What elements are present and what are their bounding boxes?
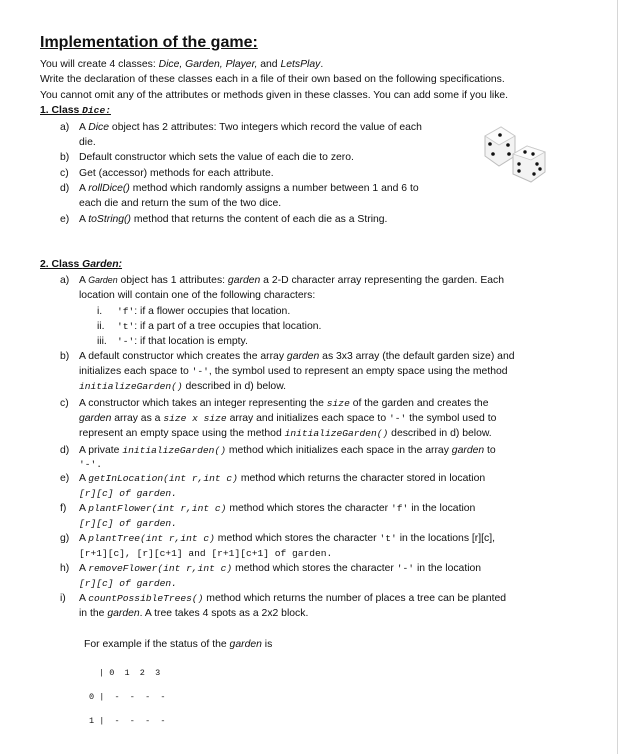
dice-item-d: A rollDice() method which randomly assigns a number between 1 and 6 to (79, 183, 419, 194)
dice-image (479, 124, 553, 184)
dice-item-c: Get (accessor) methods for each attribute. (79, 168, 274, 179)
garden-grid-header: | 0 1 2 3 (99, 668, 161, 678)
garden-item-i: A countPossibleTrees() method which returns the number of places a tree can be planted (79, 593, 507, 604)
garden-item-g: A plantTree(int r,int c) method which stores the character 't' in the locations [r][c], (79, 533, 495, 544)
garden-item-c-line3: represent an empty space using the method initializeGarden() described in d) below. (79, 428, 492, 439)
dice-item-a-cont: die. (79, 137, 96, 148)
dice-item-d-cont: each die and return the sum of the two dice. (79, 198, 282, 209)
dice-item-b: Default constructor which sets the value of each die to zero. (79, 152, 354, 163)
garden-item-d-cont: '-'. (79, 459, 103, 470)
garden-item-a-marker: a) (60, 275, 70, 286)
page-title: Implementation of the game: (40, 34, 258, 51)
garden-item-g-marker: g) (60, 533, 70, 544)
garden-roman-2: 't': if a part of a tree occupies that location. (117, 321, 322, 332)
dice-item-e: A toString() method that returns the content of each die as a String. (79, 214, 388, 225)
garden-item-f-line2: [r][c] of garden. (79, 518, 177, 529)
dice-section-heading: 1. Class Dice: (40, 105, 111, 116)
garden-item-i-line2: in the garden. A tree takes 4 spots as a 2x2 block. (79, 608, 309, 619)
garden-grid-row-1: 1 | - - - - (89, 716, 166, 726)
garden-item-f: A plantFlower(int r,int c) method which stores the character 'f' in the location (79, 503, 476, 514)
garden-item-a: A Garden object has 1 attributes: garden a 2-D character array representing the garden. Each (79, 275, 505, 286)
garden-item-c-marker: c) (60, 398, 69, 409)
garden-item-h-marker: h) (60, 563, 70, 574)
garden-item-b-marker: b) (60, 351, 70, 362)
dice-item-d-marker: d) (60, 183, 70, 194)
dice-item-c-marker: c) (60, 168, 69, 179)
example-text: For example if the status of the garden is (84, 639, 273, 650)
garden-item-c-line2: garden array as a size x size array and initializes each space to '-' the symbol used to (79, 413, 497, 424)
page-edge-divider (617, 0, 618, 754)
garden-grid-row-0: 0 | - - - - (89, 692, 166, 702)
die-right-icon (513, 146, 545, 182)
garden-item-b-line3: initializeGarden() described in d) below. (79, 381, 287, 392)
garden-item-e: A getInLocation(int r,int c) method which returns the character stored in location (79, 473, 486, 484)
garden-item-h: A removeFlower(int r,int c) method which stores the character '-' in the location (79, 563, 482, 574)
dice-item-a-marker: a) (60, 122, 70, 133)
garden-item-d: A private initializeGarden() method which initializes each space in the array garden to (79, 445, 496, 456)
garden-roman-3: '-': if that location is empty. (117, 336, 248, 347)
garden-item-a-cont: location will contain one of the following characters: (79, 290, 316, 301)
intro-line-2: Write the declaration of these classes each in a file of their own based on the following specifications. (40, 74, 505, 85)
garden-item-f-marker: f) (60, 503, 67, 514)
dice-item-e-marker: e) (60, 214, 70, 225)
garden-roman-1: 'f': if a flower occupies that location. (117, 306, 291, 317)
garden-item-h-line2: [r][c] of garden. (79, 578, 177, 589)
dice-item-b-marker: b) (60, 152, 70, 163)
garden-roman-3-num: iii. (97, 336, 107, 347)
garden-section-heading: 2. Class Garden: (40, 259, 123, 270)
dice-item-a: A Dice object has 2 attributes: Two integers which record the value of each (79, 122, 422, 133)
garden-item-i-marker: i) (60, 593, 66, 604)
garden-item-e-line2: [r][c] of garden. (79, 488, 177, 499)
intro-line-1: You will create 4 classes: Dice, Garden, Player, and LetsPlay. (40, 59, 324, 70)
garden-item-b: A default constructor which creates the array garden as 3x3 array (the default garden size) and (79, 351, 515, 362)
garden-roman-1-num: i. (97, 306, 103, 317)
garden-roman-2-num: ii. (97, 321, 105, 332)
die-left-icon (485, 127, 515, 166)
garden-item-g-line2: [r+1][c], [r][c+1] and [r+1][c+1] of garden. (79, 548, 333, 559)
garden-item-c: A constructor which takes an integer representing the size of the garden and creates the (79, 398, 489, 409)
garden-item-b-line2: initializes each space to '-', the symbol used to represent an empty space using the method (79, 366, 508, 377)
garden-item-d-marker: d) (60, 445, 70, 456)
intro-line-3: You cannot omit any of the attributes or methods given in these classes. You can add some if you like. (40, 90, 509, 101)
garden-item-e-marker: e) (60, 473, 70, 484)
